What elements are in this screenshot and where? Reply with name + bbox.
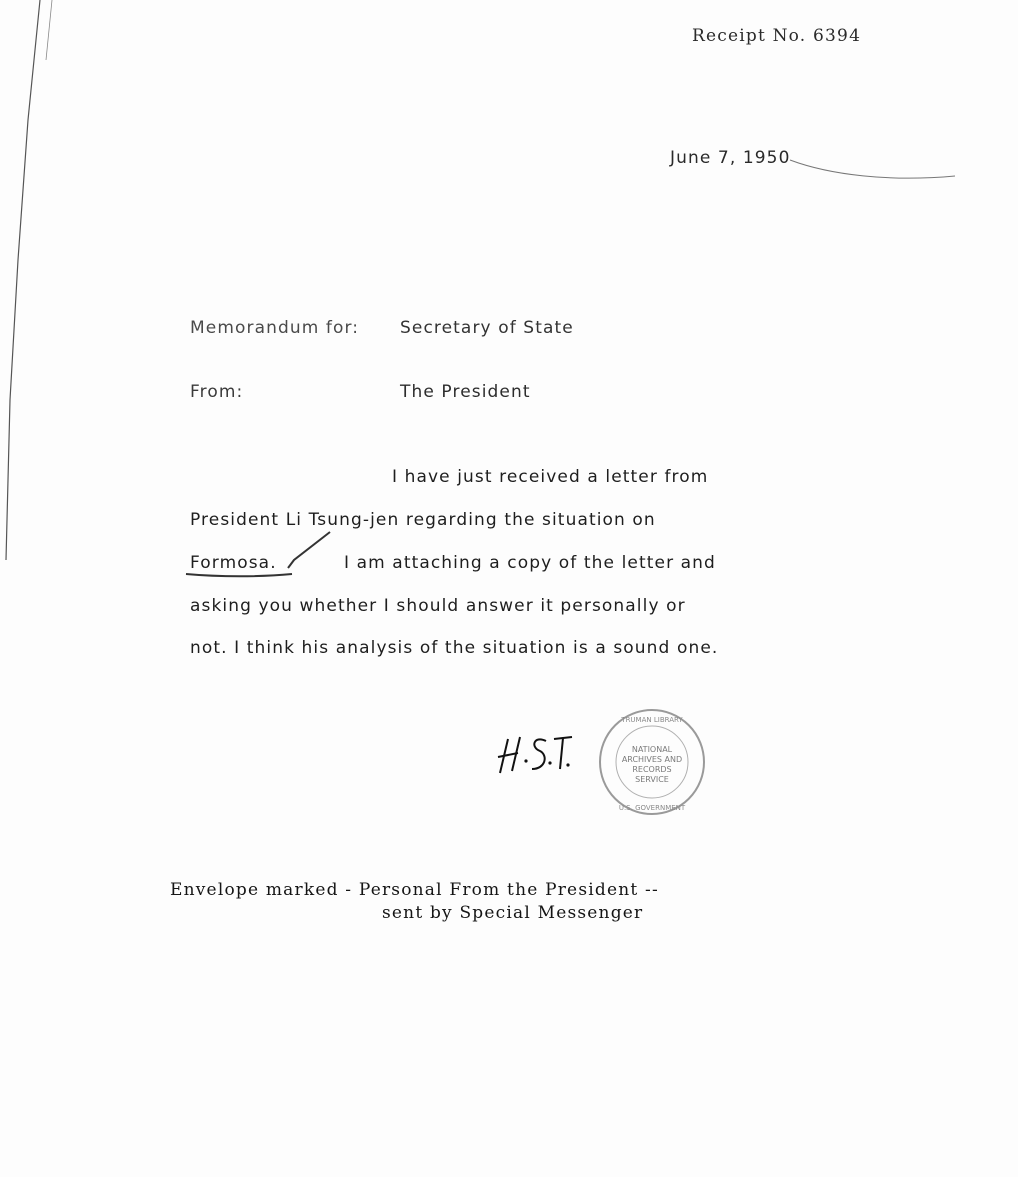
body-line-3b: I am attaching a copy of the letter and bbox=[344, 553, 716, 573]
body-line-4: asking you whether I should answer it personally or bbox=[190, 596, 686, 616]
svg-text:U.S. GOVERNMENT: U.S. GOVERNMENT bbox=[618, 804, 686, 812]
svg-text:RECORDS: RECORDS bbox=[632, 765, 672, 774]
body-line-3a: Formosa. bbox=[190, 553, 277, 573]
handwritten-initials-signature bbox=[488, 725, 578, 785]
paper-edge-line bbox=[0, 0, 60, 1177]
envelope-note-line-1: Envelope marked - Personal From the President -- bbox=[170, 880, 659, 900]
memo-for-value: Secretary of State bbox=[400, 318, 574, 338]
svg-text:TRUMAN LIBRARY: TRUMAN LIBRARY bbox=[621, 716, 683, 724]
svg-text:ARCHIVES AND: ARCHIVES AND bbox=[621, 755, 683, 764]
memo-date: June 7, 1950 bbox=[670, 148, 791, 168]
body-line-2: President Li Tsung-jen regarding the situation on bbox=[190, 510, 656, 530]
pencil-underline-mark bbox=[180, 530, 340, 585]
receipt-number: Receipt No. 6394 bbox=[692, 26, 862, 46]
body-line-1: I have just received a letter from bbox=[392, 467, 709, 487]
date-pen-stroke bbox=[780, 150, 960, 190]
archive-stamp bbox=[596, 706, 708, 818]
body-line-5: not. I think his analysis of the situation is a sound one. bbox=[190, 638, 719, 658]
memo-for-label: Memorandum for: bbox=[190, 318, 360, 338]
from-value: The President bbox=[400, 382, 531, 402]
envelope-note-line-2: sent by Special Messenger bbox=[382, 903, 644, 923]
from-label: From: bbox=[190, 382, 244, 402]
svg-text:NATIONAL: NATIONAL bbox=[631, 745, 673, 754]
svg-text:SERVICE: SERVICE bbox=[635, 775, 669, 784]
